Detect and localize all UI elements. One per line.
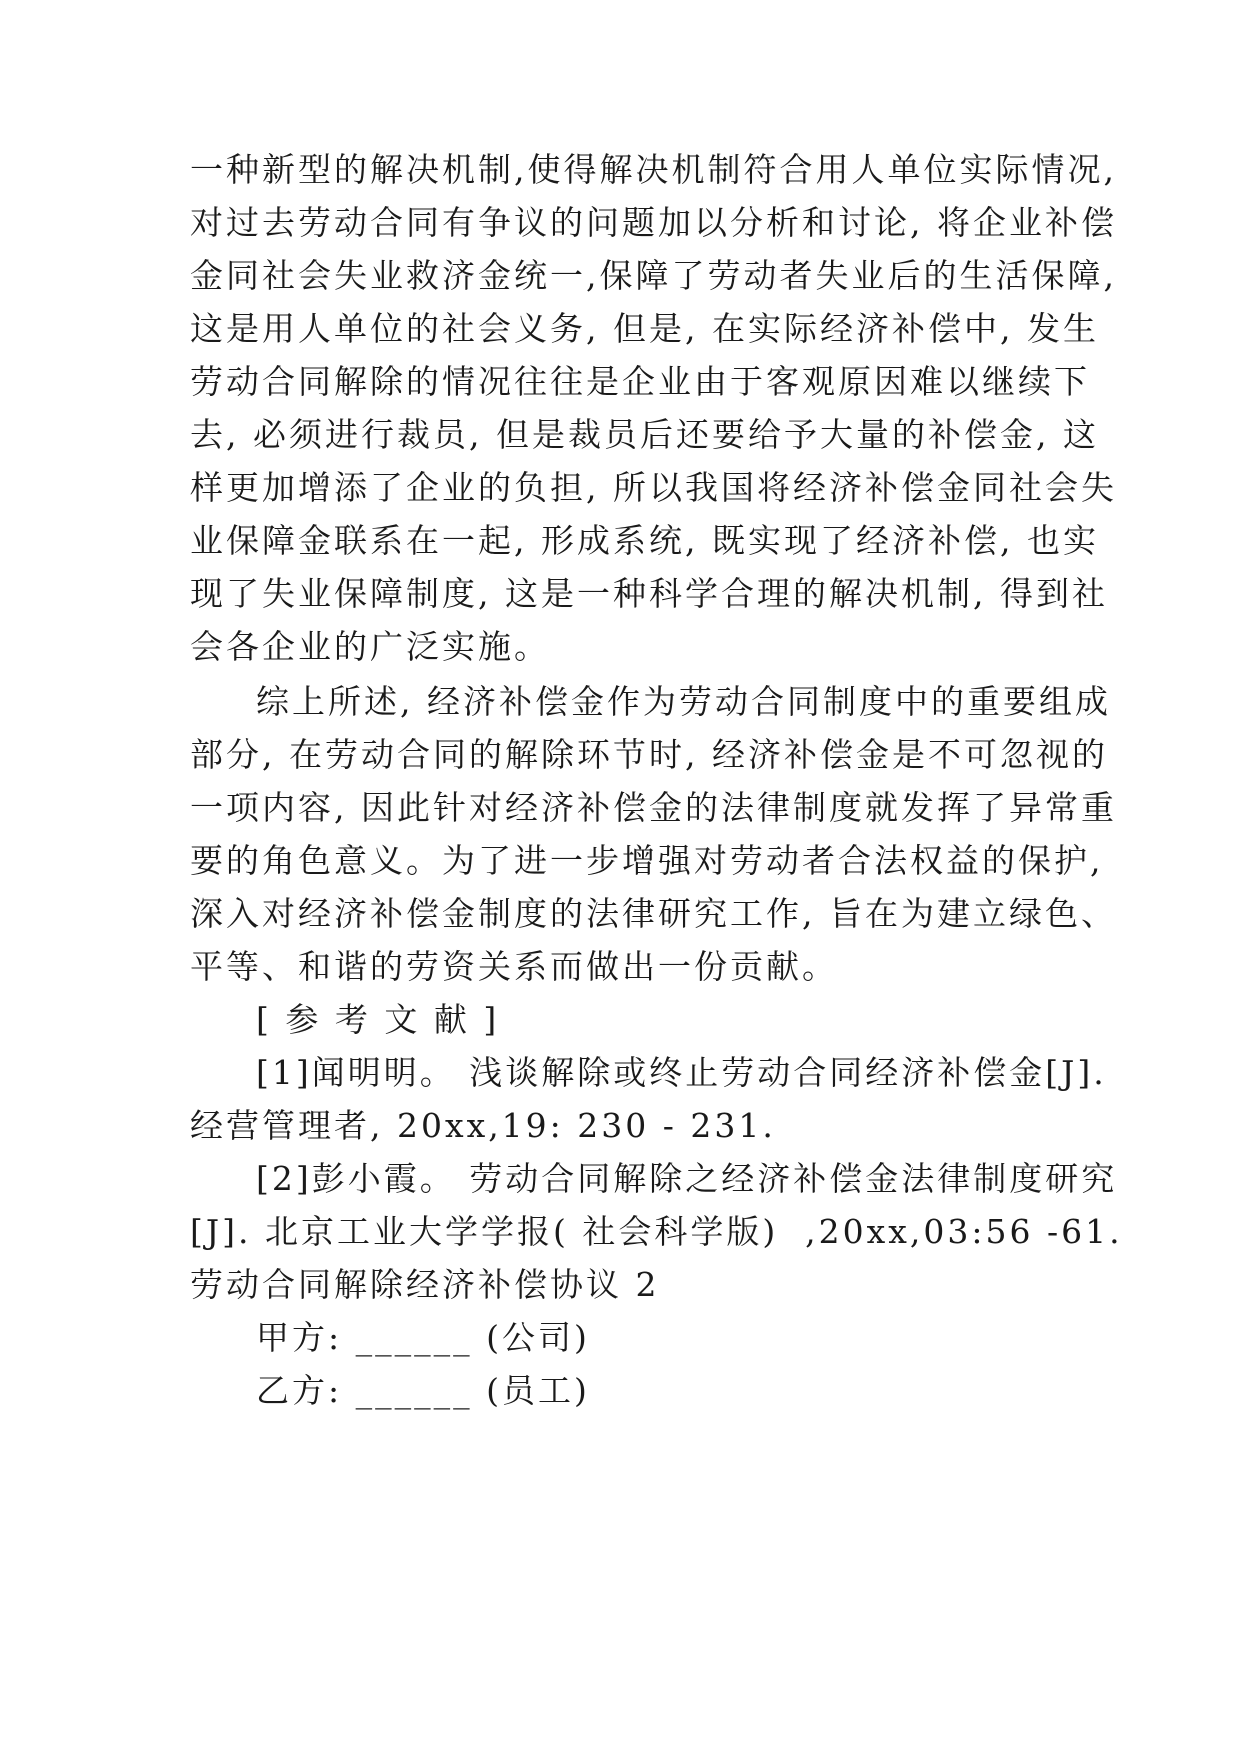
paragraph2-line-2: 部分, 在劳动合同的解除环节时, 经济补偿金是不可忽视的 (190, 735, 1108, 774)
reference-1-line-1: [1]闻明明。 浅谈解除或终止劳动合同经济补偿金[J]. (256, 1053, 1107, 1092)
paragraph1-line-3: 金同社会失业救济金统一,保障了劳动者失业后的生活保障, (190, 256, 1117, 295)
paragraph1-line-7: 样更加增添了企业的负担, 所以我国将经济补偿金同社会失 (190, 468, 1117, 507)
references-heading: [ 参 考 文 献 ] (256, 1000, 500, 1039)
reference-2-line-2: [J]. 北京工业大学学报( 社会科学版) ,20xx,03:56 -61. (190, 1212, 1123, 1251)
paragraph2-line-5: 深入对经济补偿金制度的法律研究工作, 旨在为建立绿色、 (190, 894, 1117, 933)
paragraph1-line-8: 业保障金联系在一起, 形成系统, 既实现了经济补偿, 也实 (190, 521, 1099, 560)
paragraph1-line-10: 会各企业的广泛实施。 (190, 627, 550, 666)
paragraph1-line-9: 现了失业保障制度, 这是一种科学合理的解决机制, 得到社 (190, 574, 1108, 613)
section-title: 劳动合同解除经济补偿协议 2 (190, 1265, 660, 1304)
paragraph2-line-6: 平等、和谐的劳资关系而做出一份贡献。 (190, 947, 838, 986)
reference-1-line-2: 经营管理者, 20xx,19: 230 - 231. (190, 1106, 776, 1145)
paragraph2-line-4: 要的角色意义。为了进一步增强对劳动者合法权益的保护, (190, 841, 1104, 880)
reference-2-line-1: [2]彭小霞。 劳动合同解除之经济补偿金法律制度研究 (256, 1159, 1118, 1198)
paragraph1-line-4: 这是用人单位的社会义务, 但是, 在实际经济补偿中, 发生 (190, 309, 1099, 348)
paragraph1-line-5: 劳动合同解除的情况往往是企业由于客观原因难以继续下 (190, 362, 1090, 401)
party-b-line: 乙方: ______ (员工) (256, 1371, 590, 1410)
paragraph2-line-1: 综上所述, 经济补偿金作为劳动合同制度中的重要组成 (256, 682, 1111, 721)
paragraph1-line-1: 一种新型的解决机制,使得解决机制符合用人单位实际情况, (190, 150, 1117, 189)
paragraph2-line-3: 一项内容, 因此针对经济补偿金的法律制度就发挥了异常重 (190, 788, 1117, 827)
paragraph1-line-2: 对过去劳动合同有争议的问题加以分析和讨论, 将企业补偿 (190, 203, 1117, 242)
party-a-line: 甲方: ______ (公司) (256, 1318, 590, 1357)
paragraph1-line-6: 去, 必须进行裁员, 但是裁员后还要给予大量的补偿金, 这 (190, 415, 1099, 454)
